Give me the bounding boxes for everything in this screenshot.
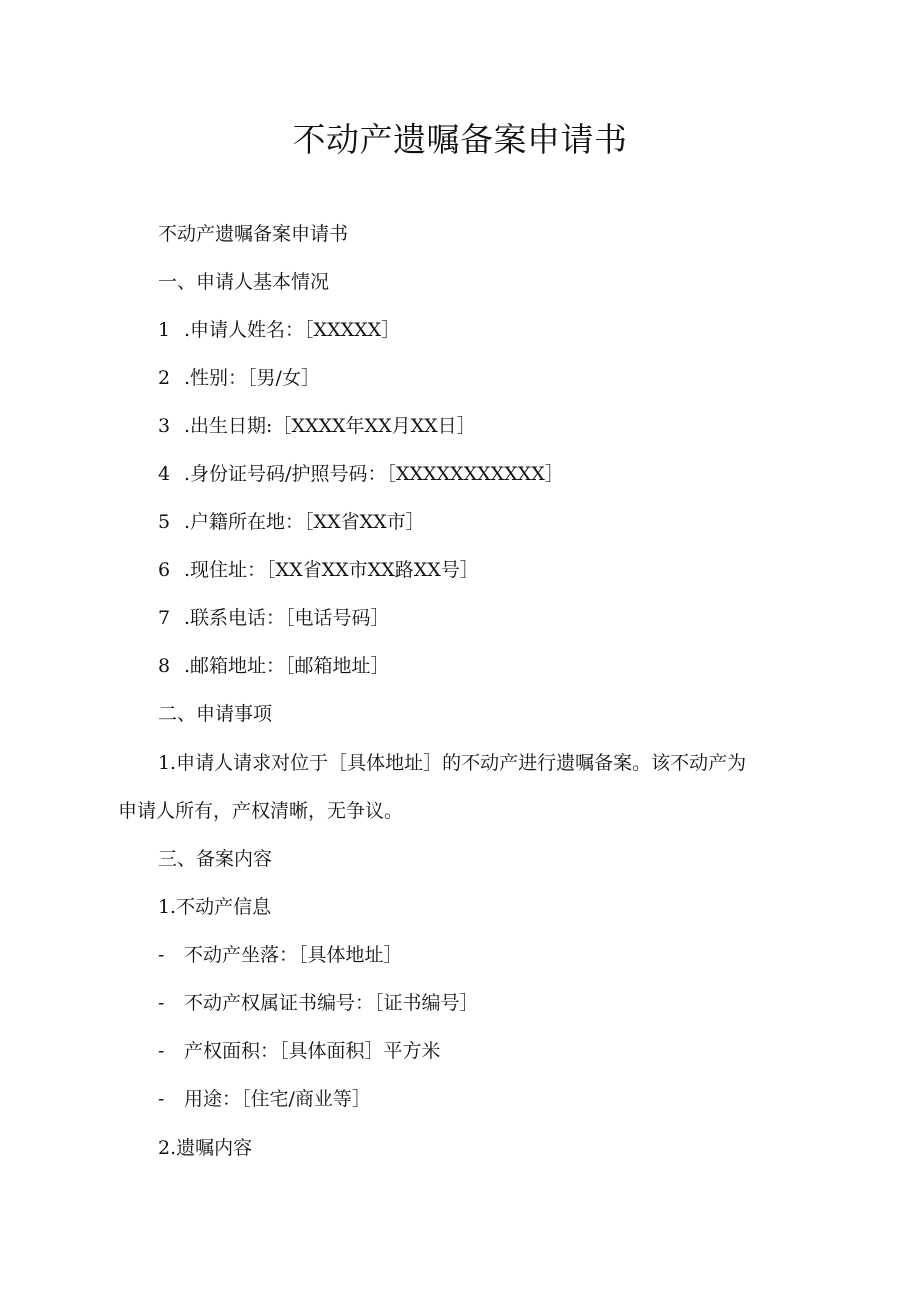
bullet-text: 用途：［住宅/商业等］ — [184, 1088, 371, 1110]
item-text: .申请人姓名：［XXXXX］ — [184, 319, 401, 341]
request-paragraph-line-2: 申请人所有，产权清晰，无争议。 — [118, 800, 404, 822]
applicant-phone-line — [158, 606, 390, 630]
item-number: 6 — [158, 559, 171, 581]
item-number: 8 — [158, 655, 171, 677]
property-usage-line — [158, 1087, 371, 1111]
applicant-birthdate-line — [158, 414, 476, 438]
property-location-line — [158, 943, 403, 967]
applicant-email-line — [158, 654, 390, 678]
item-text: .邮箱地址：［邮箱地址］ — [184, 655, 390, 677]
item-text: .身份证号码/护照号码：［XXXXXXXXXXX］ — [184, 463, 564, 485]
bullet-text: 不动产权属证书编号：［证书编号］ — [184, 992, 479, 1014]
item-number: 4 — [158, 463, 171, 485]
section-1-heading: 一、申请人基本情况 — [158, 271, 330, 293]
property-certificate-line — [158, 991, 479, 1015]
item-text: .户籍所在地：［XX省XX市］ — [184, 511, 425, 533]
item-number: 5 — [158, 511, 171, 533]
applicant-household-line — [158, 510, 425, 534]
property-area-line — [158, 1039, 441, 1063]
item-text: .性别：［男/女］ — [184, 367, 320, 389]
bullet-dash: - — [158, 1088, 165, 1110]
item-text: .现住址：［XX省XX市XX路XX号］ — [184, 559, 479, 581]
applicant-gender-line — [158, 366, 320, 390]
bullet-text: 产权面积：［具体面积］平方米 — [184, 1040, 441, 1062]
applicant-address-line — [158, 558, 479, 582]
bullet-text: 不动产坐落：［具体地址］ — [184, 944, 403, 966]
document-subtitle: 不动产遗嘱备案申请书 — [158, 223, 349, 245]
item-number: 3 — [158, 415, 171, 437]
section-2-heading: 二、申请事项 — [158, 703, 273, 725]
item-number: 1 — [158, 319, 171, 341]
will-content-heading: 2.遗嘱内容 — [158, 1137, 253, 1159]
section-3-heading: 三、备案内容 — [158, 848, 273, 870]
item-number: 2 — [158, 367, 171, 389]
item-text: .联系电话：［电话号码］ — [184, 607, 390, 629]
bullet-dash: - — [158, 992, 165, 1014]
applicant-name-line — [158, 318, 400, 342]
bullet-dash: - — [158, 1040, 165, 1062]
bullet-dash: - — [158, 944, 165, 966]
property-info-heading: 1.不动产信息 — [158, 896, 272, 918]
item-number: 7 — [158, 607, 171, 629]
item-text: .出生日期:［XXXX年XX月XX日］ — [184, 415, 476, 437]
document-title: 不动产遗嘱备案申请书 — [292, 120, 628, 159]
request-paragraph-line-1: 1.申请人请求对位于［具体地址］的不动产进行遗嘱备案。该不动产为 — [158, 752, 747, 774]
applicant-id-line — [158, 462, 564, 486]
